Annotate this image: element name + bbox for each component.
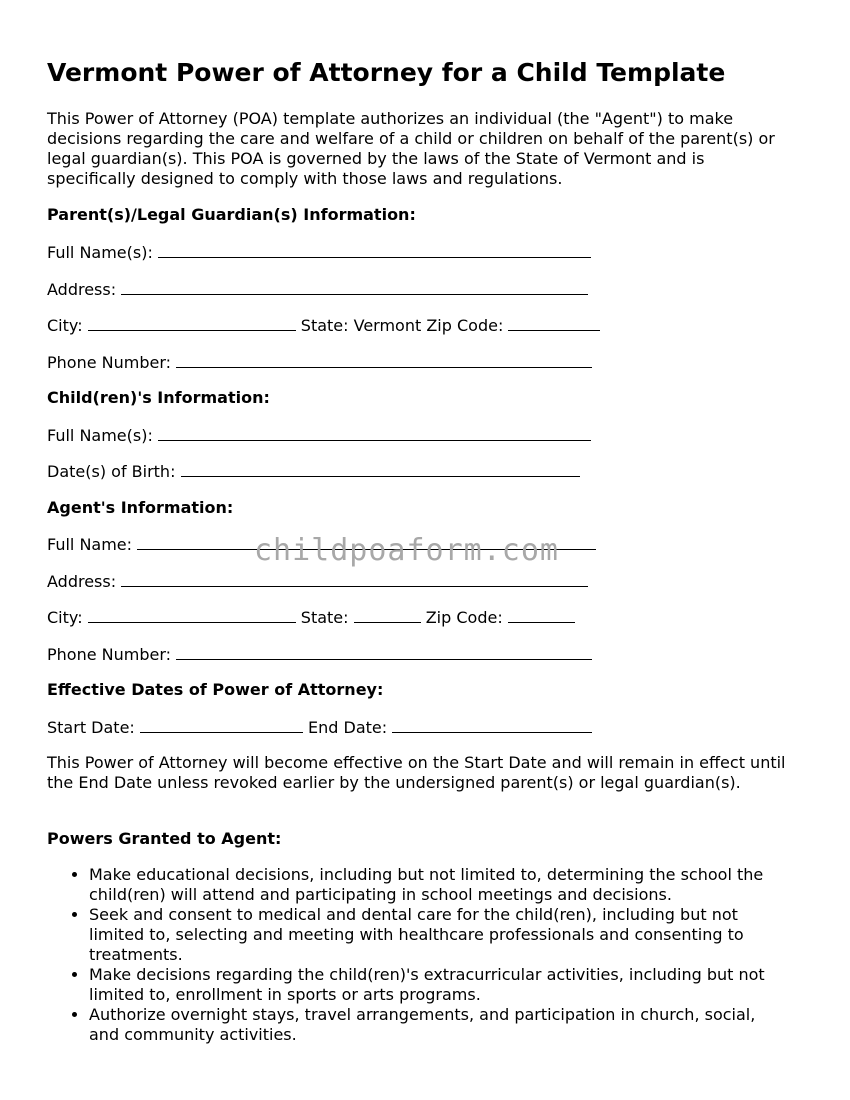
parents-heading: Parent(s)/Legal Guardian(s) Information:	[47, 205, 416, 224]
agent-city-state-zip-field[interactable]	[47, 607, 575, 628]
parent-phone-label: Phone Number:	[47, 353, 172, 372]
dates-heading: Effective Dates of Power of Attorney:	[47, 680, 384, 699]
agent-heading: Agent's Information:	[47, 498, 234, 517]
intro-paragraph: This Power of Attorney (POA) template authorizes an individual (the "Agent") to make decisions regarding the care and welfare of a child or children on behalf of the parent(s) or legal guardian(s). This POA is governed by the laws of the State of Vermont and is specifically designed to comply with those laws and regulations.	[47, 109, 775, 188]
parent-full-names-field[interactable]	[47, 242, 591, 263]
agent-address-label: Address:	[47, 572, 117, 591]
powers-heading: Powers Granted to Agent:	[47, 829, 282, 848]
parent-city-state-zip-field[interactable]	[47, 315, 600, 336]
dates-field[interactable]	[47, 717, 592, 738]
child-dob-field[interactable]	[47, 461, 580, 482]
parent-phone-field[interactable]	[47, 352, 592, 373]
parent-phone-blank[interactable]	[176, 352, 592, 368]
agent-full-name-label: Full Name:	[47, 535, 133, 554]
end-date-blank[interactable]	[392, 717, 592, 733]
power-item-travel: • Authorize overnight stays, travel arrangements, and participation in church, social, and community activities.	[89, 1005, 789, 1045]
agent-phone-blank[interactable]	[176, 644, 592, 660]
parent-zip-label: Zip Code:	[426, 316, 504, 335]
end-date-label: End Date:	[308, 718, 388, 737]
effective-dates-paragraph: This Power of Attorney will become effective on the Start Date and will remain in effect until the End Date unless revoked earlier by the undersigned parent(s) or legal guardian(s).	[47, 753, 786, 792]
parent-state-label: State: Vermont	[300, 316, 422, 335]
power-item-medical: • Seek and consent to medical and dental care for the child(ren), including but not limited to, selecting and meeting with healthcare professionals and consenting to treatments.	[89, 905, 789, 965]
start-date-blank[interactable]	[140, 717, 303, 733]
powers-list	[47, 865, 789, 1045]
child-full-names-field[interactable]	[47, 425, 591, 446]
child-full-names-blank[interactable]	[158, 425, 591, 441]
power-item-extracurricular: • Make decisions regarding the child(ren)'s extracurricular activities, including but not limited to, enrollment in sports or arts programs.	[89, 965, 789, 1005]
parent-address-blank[interactable]	[121, 279, 588, 295]
agent-state-blank[interactable]	[354, 607, 421, 623]
parent-address-label: Address:	[47, 280, 117, 299]
agent-address-blank[interactable]	[121, 571, 588, 587]
agent-phone-label: Phone Number:	[47, 645, 172, 664]
parent-full-names-label: Full Name(s):	[47, 243, 153, 262]
child-dob-label: Date(s) of Birth:	[47, 462, 176, 481]
start-date-label: Start Date:	[47, 718, 135, 737]
agent-phone-field[interactable]	[47, 644, 592, 665]
child-dob-blank[interactable]	[181, 461, 580, 477]
power-item-education: • Make educational decisions, including but not limited to, determining the school the child(ren) will attend and participating in school meetings and decisions.	[89, 865, 789, 905]
child-full-names-label: Full Name(s):	[47, 426, 153, 445]
children-heading: Child(ren)'s Information:	[47, 388, 270, 407]
parent-city-blank[interactable]	[88, 315, 296, 331]
agent-zip-blank[interactable]	[508, 607, 575, 623]
agent-address-field[interactable]	[47, 571, 588, 592]
agent-city-blank[interactable]	[88, 607, 296, 623]
parent-city-label: City:	[47, 316, 83, 335]
agent-zip-label: Zip Code:	[425, 608, 503, 627]
agent-city-label: City:	[47, 608, 83, 627]
parent-full-names-blank[interactable]	[158, 242, 591, 258]
parent-address-field[interactable]	[47, 279, 588, 300]
agent-state-label: State:	[300, 608, 349, 627]
parent-zip-blank[interactable]	[508, 315, 600, 331]
watermark: childpoaform.com	[254, 533, 559, 568]
document-title: Vermont Power of Attorney for a Child Template	[47, 58, 726, 87]
